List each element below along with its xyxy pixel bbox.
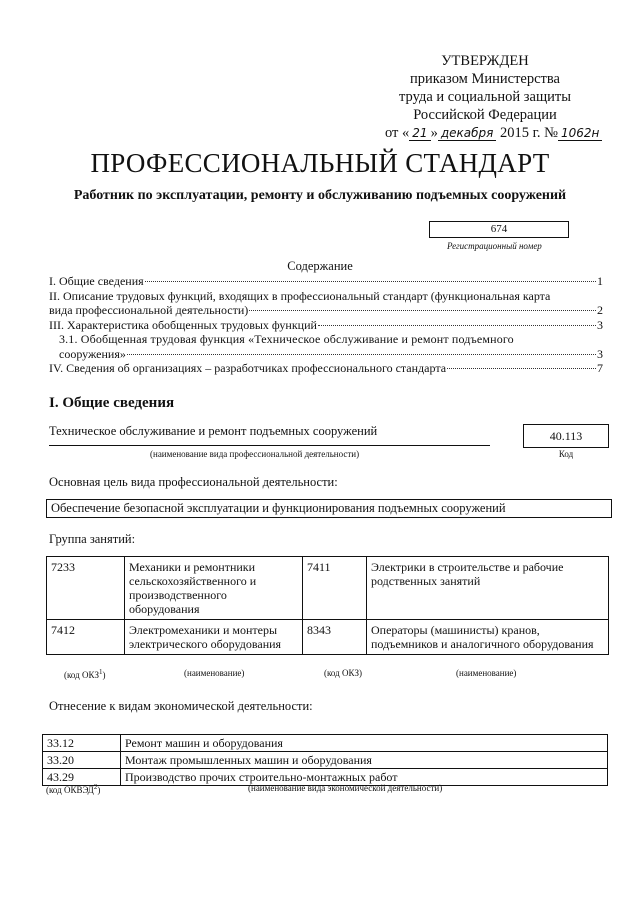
- occ-caption-code1-text: (код ОКЗ: [64, 670, 99, 680]
- toc-item-text: IV. Сведения об организациях – разработчиках профессионального стандарта: [49, 361, 447, 375]
- activity-code-box: 40.113: [523, 424, 609, 448]
- toc-item-line1[interactable]: 3.1. Обобщенная трудовая функция «Техническое обслуживание и ремонт подъемного: [59, 332, 514, 346]
- econ-name: Монтаж промышленных машин и оборудования: [121, 752, 608, 769]
- toc-item-text: I. Общие сведения: [49, 274, 144, 288]
- econ-code: 33.12: [43, 735, 121, 752]
- toc-item[interactable]: [49, 303, 603, 318]
- occupation-name: Операторы (машинисты) кранов, подъемников и аналогичного оборудования: [367, 620, 609, 655]
- toc-page: 7: [597, 361, 603, 375]
- toc-leader: [249, 310, 596, 311]
- table-row: [43, 752, 608, 769]
- occ-caption-code1: [64, 668, 106, 680]
- toc-page: 2: [597, 303, 603, 317]
- toc-item-text: III. Характеристика обобщенных трудовых функций: [49, 317, 317, 332]
- econ-name: Ремонт машин и оборудования: [121, 735, 608, 752]
- goal-box: Обеспечение безопасной эксплуатации и функционирования подъемных сооружений: [46, 499, 612, 518]
- document-title: ПРОФЕССИОНАЛЬНЫЙ СТАНДАРТ: [90, 148, 550, 178]
- econ-caption-code-text: (код ОКВЭД: [46, 785, 94, 795]
- activity-caption: (наименование вида профессиональной деятельности): [150, 449, 360, 459]
- econ-code: 43.29: [43, 769, 121, 786]
- econ-caption-close: ): [97, 785, 101, 795]
- occupation-code: 7233: [47, 557, 125, 620]
- registration-number-box: 674: [429, 221, 569, 238]
- activity-underline: [49, 445, 490, 446]
- econ-heading: Отнесение к видам экономической деятельности:: [49, 699, 313, 713]
- registration-label: Регистрационный номер: [447, 241, 542, 251]
- table-row: [47, 557, 609, 620]
- goal-heading: Основная цель вида профессиональной деятельности:: [49, 475, 338, 489]
- document-subtitle: Работник по эксплуатации, ремонту и обслуживанию подъемных сооружений: [73, 188, 567, 203]
- occ-caption-code2: (код ОКЗ): [324, 668, 362, 678]
- toc-item-text: вида профессиональной деятельности): [49, 303, 249, 317]
- date-prefix: от «: [385, 125, 410, 141]
- table-row: [47, 620, 609, 655]
- econ-caption-code: [46, 783, 100, 795]
- toc-item[interactable]: [49, 347, 603, 362]
- approval-block: [385, 52, 600, 142]
- footnote-ref[interactable]: 1: [99, 668, 103, 676]
- toc-item[interactable]: [49, 318, 603, 333]
- occ-caption-name1: (наименование): [184, 668, 245, 678]
- approval-order: приказом Министерства: [410, 71, 560, 87]
- date-year: 2015 г. №: [499, 125, 558, 141]
- occupation-name: Электромеханики и монтеры электрического оборудования: [125, 620, 303, 655]
- econ-code: 33.20: [43, 752, 121, 769]
- toc-leader: [318, 325, 596, 326]
- occ-caption-name2: (наименование): [456, 668, 517, 678]
- activity-code-caption: Код: [558, 449, 574, 459]
- occ-caption-close: ): [102, 670, 106, 680]
- toc-heading: Содержание: [287, 259, 353, 273]
- toc-item-line1[interactable]: II. Описание трудовых функций, входящих в профессиональный стандарт (функциональная карта: [49, 288, 551, 303]
- econ-name: Производство прочих строительно-монтажных работ: [121, 769, 608, 786]
- toc-leader: [145, 281, 596, 282]
- approval-ministry: труда и социальной защиты: [399, 89, 571, 105]
- date-month: декабря: [438, 126, 497, 141]
- approval-date-line: [385, 124, 600, 142]
- occupation-code: 8343: [303, 620, 367, 655]
- toc-page: 3: [597, 346, 603, 361]
- toc-page: 1: [597, 274, 603, 288]
- toc-item[interactable]: [49, 361, 603, 376]
- activity-name: Техническое обслуживание и ремонт подъемных сооружений: [49, 424, 378, 438]
- occupation-code: 7411: [303, 557, 367, 620]
- date-day: 21: [409, 126, 430, 141]
- footnote-ref[interactable]: 2: [93, 783, 98, 791]
- approval-country: Российской Федерации: [413, 107, 557, 123]
- date-day-close: »: [430, 125, 438, 141]
- table-of-contents: [49, 274, 603, 376]
- occupation-name: Механики и ремонтники сельскохозяйственного и производственного оборудования: [125, 557, 303, 620]
- toc-page: 3: [597, 317, 603, 332]
- approval-title: УТВЕРЖДЕН: [441, 53, 529, 69]
- toc-leader: [127, 354, 596, 355]
- toc-item[interactable]: [49, 274, 603, 289]
- group-heading: Группа занятий:: [49, 532, 136, 546]
- occupation-name: Электрики в строительстве и рабочие родственных занятий: [367, 557, 609, 620]
- econ-table: [42, 734, 608, 786]
- order-number: 1062н: [558, 126, 602, 141]
- toc-leader: [447, 368, 596, 369]
- econ-caption-name: (наименование вида экономической деятельности): [248, 783, 443, 793]
- occupation-code: 7412: [47, 620, 125, 655]
- section-heading: I. Общие сведения: [49, 395, 175, 411]
- table-row: [43, 735, 608, 752]
- toc-item-text: сооружения»: [59, 346, 126, 361]
- occupation-table: [46, 556, 609, 655]
